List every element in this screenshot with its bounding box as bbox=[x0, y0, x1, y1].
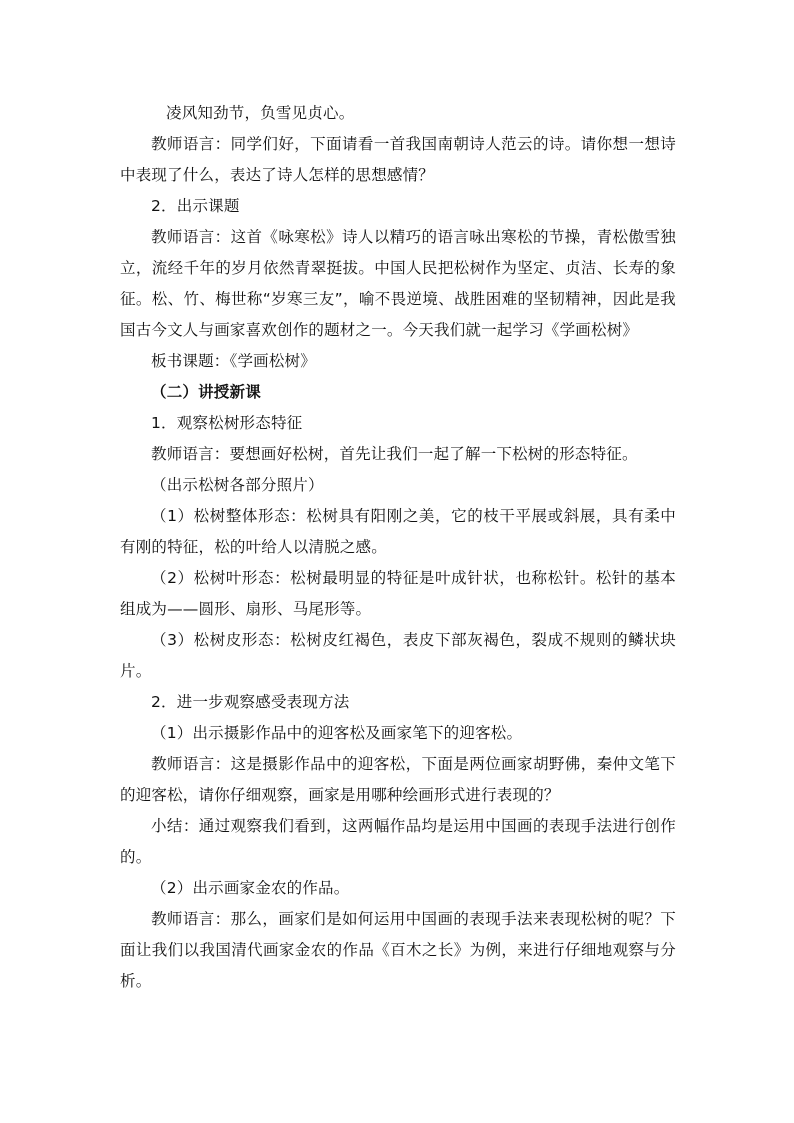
paragraph-teacher-welcome-pine: 教师语言：这是摄影作品中的迎客松，下面是两位画家胡野佛，秦仲文笔下的迎客松，请你仔细观察，画家是用哪种绘画形式进行表现的？ bbox=[120, 755, 676, 804]
list-item-overall-form: （1）松树整体形态：松树具有阳刚之美，它的枝干平展或斜展，具有柔中有刚的特征，松的叶给人以清脱之感。 bbox=[120, 507, 676, 556]
list-item-leaf-form: （2）松树叶形态：松树最明显的特征是叶成针状，也称松针。松针的基本组成为——圆形、扇形、马尾形等。 bbox=[120, 569, 676, 618]
paragraph-summary: 小结：通过观察我们看到，这两幅作品均是运用中国画的表现手法进行创作的。 bbox=[120, 817, 676, 866]
paragraph-poem-explanation: 教师语言：这首《咏寒松》诗人以精巧的语言咏出寒松的节操，青松傲雪独立，流经千年的岁月依然青翠挺拔。中国人民把松树作为坚定、贞洁、长寿的象征。松、竹、梅世称“岁寒三友”，喻不畏逆境、战胜困难的坚韧精神，因此是我国古今文人与画家喜欢创作的题材之一。今天我们就一起学习《学画松树》 bbox=[120, 228, 676, 339]
step-show-topic: 2．出示课题 bbox=[151, 197, 240, 215]
paragraph-board-topic: 板书课题：《学画松树》 bbox=[151, 352, 316, 370]
paragraph-teacher-jin-nong: 教师语言：那么，画家们是如何运用中国画的表现手法来表现松树的呢？下面让我们以我国清代画家金农的作品《百木之长》为例，来进行仔细地观察与分析。 bbox=[120, 910, 676, 990]
section-heading-new-lesson: （二）讲授新课 bbox=[151, 383, 261, 401]
step-observe-form: 1．观察松树形态特征 bbox=[151, 414, 303, 432]
poem-line: 凌风知劲节，负雪见贞心。 bbox=[166, 104, 355, 122]
paragraph-show-photos: （出示松树各部分照片） bbox=[151, 476, 324, 494]
list-item-bark-form: （3）松树皮形态：松树皮红褐色，表皮下部灰褐色，裂成不规则的鳞状块片。 bbox=[120, 631, 676, 680]
paragraph-teacher-intro: 教师语言：同学们好，下面请看一首我国南朝诗人范云的诗。请你想一想诗中表现了什么，表达了诗人怎样的思想感情？ bbox=[120, 135, 676, 184]
list-item-welcome-pine: （1）出示摄影作品中的迎客松及画家笔下的迎客松。 bbox=[151, 724, 523, 742]
list-item-jin-nong: （2）出示画家金农的作品。 bbox=[151, 879, 350, 897]
paragraph-teacher-form: 教师语言：要想画好松树，首先让我们一起了解一下松树的形态特征。 bbox=[151, 445, 638, 463]
step-further-observe: 2．进一步观察感受表现方法 bbox=[151, 693, 350, 711]
document-body bbox=[120, 98, 676, 997]
